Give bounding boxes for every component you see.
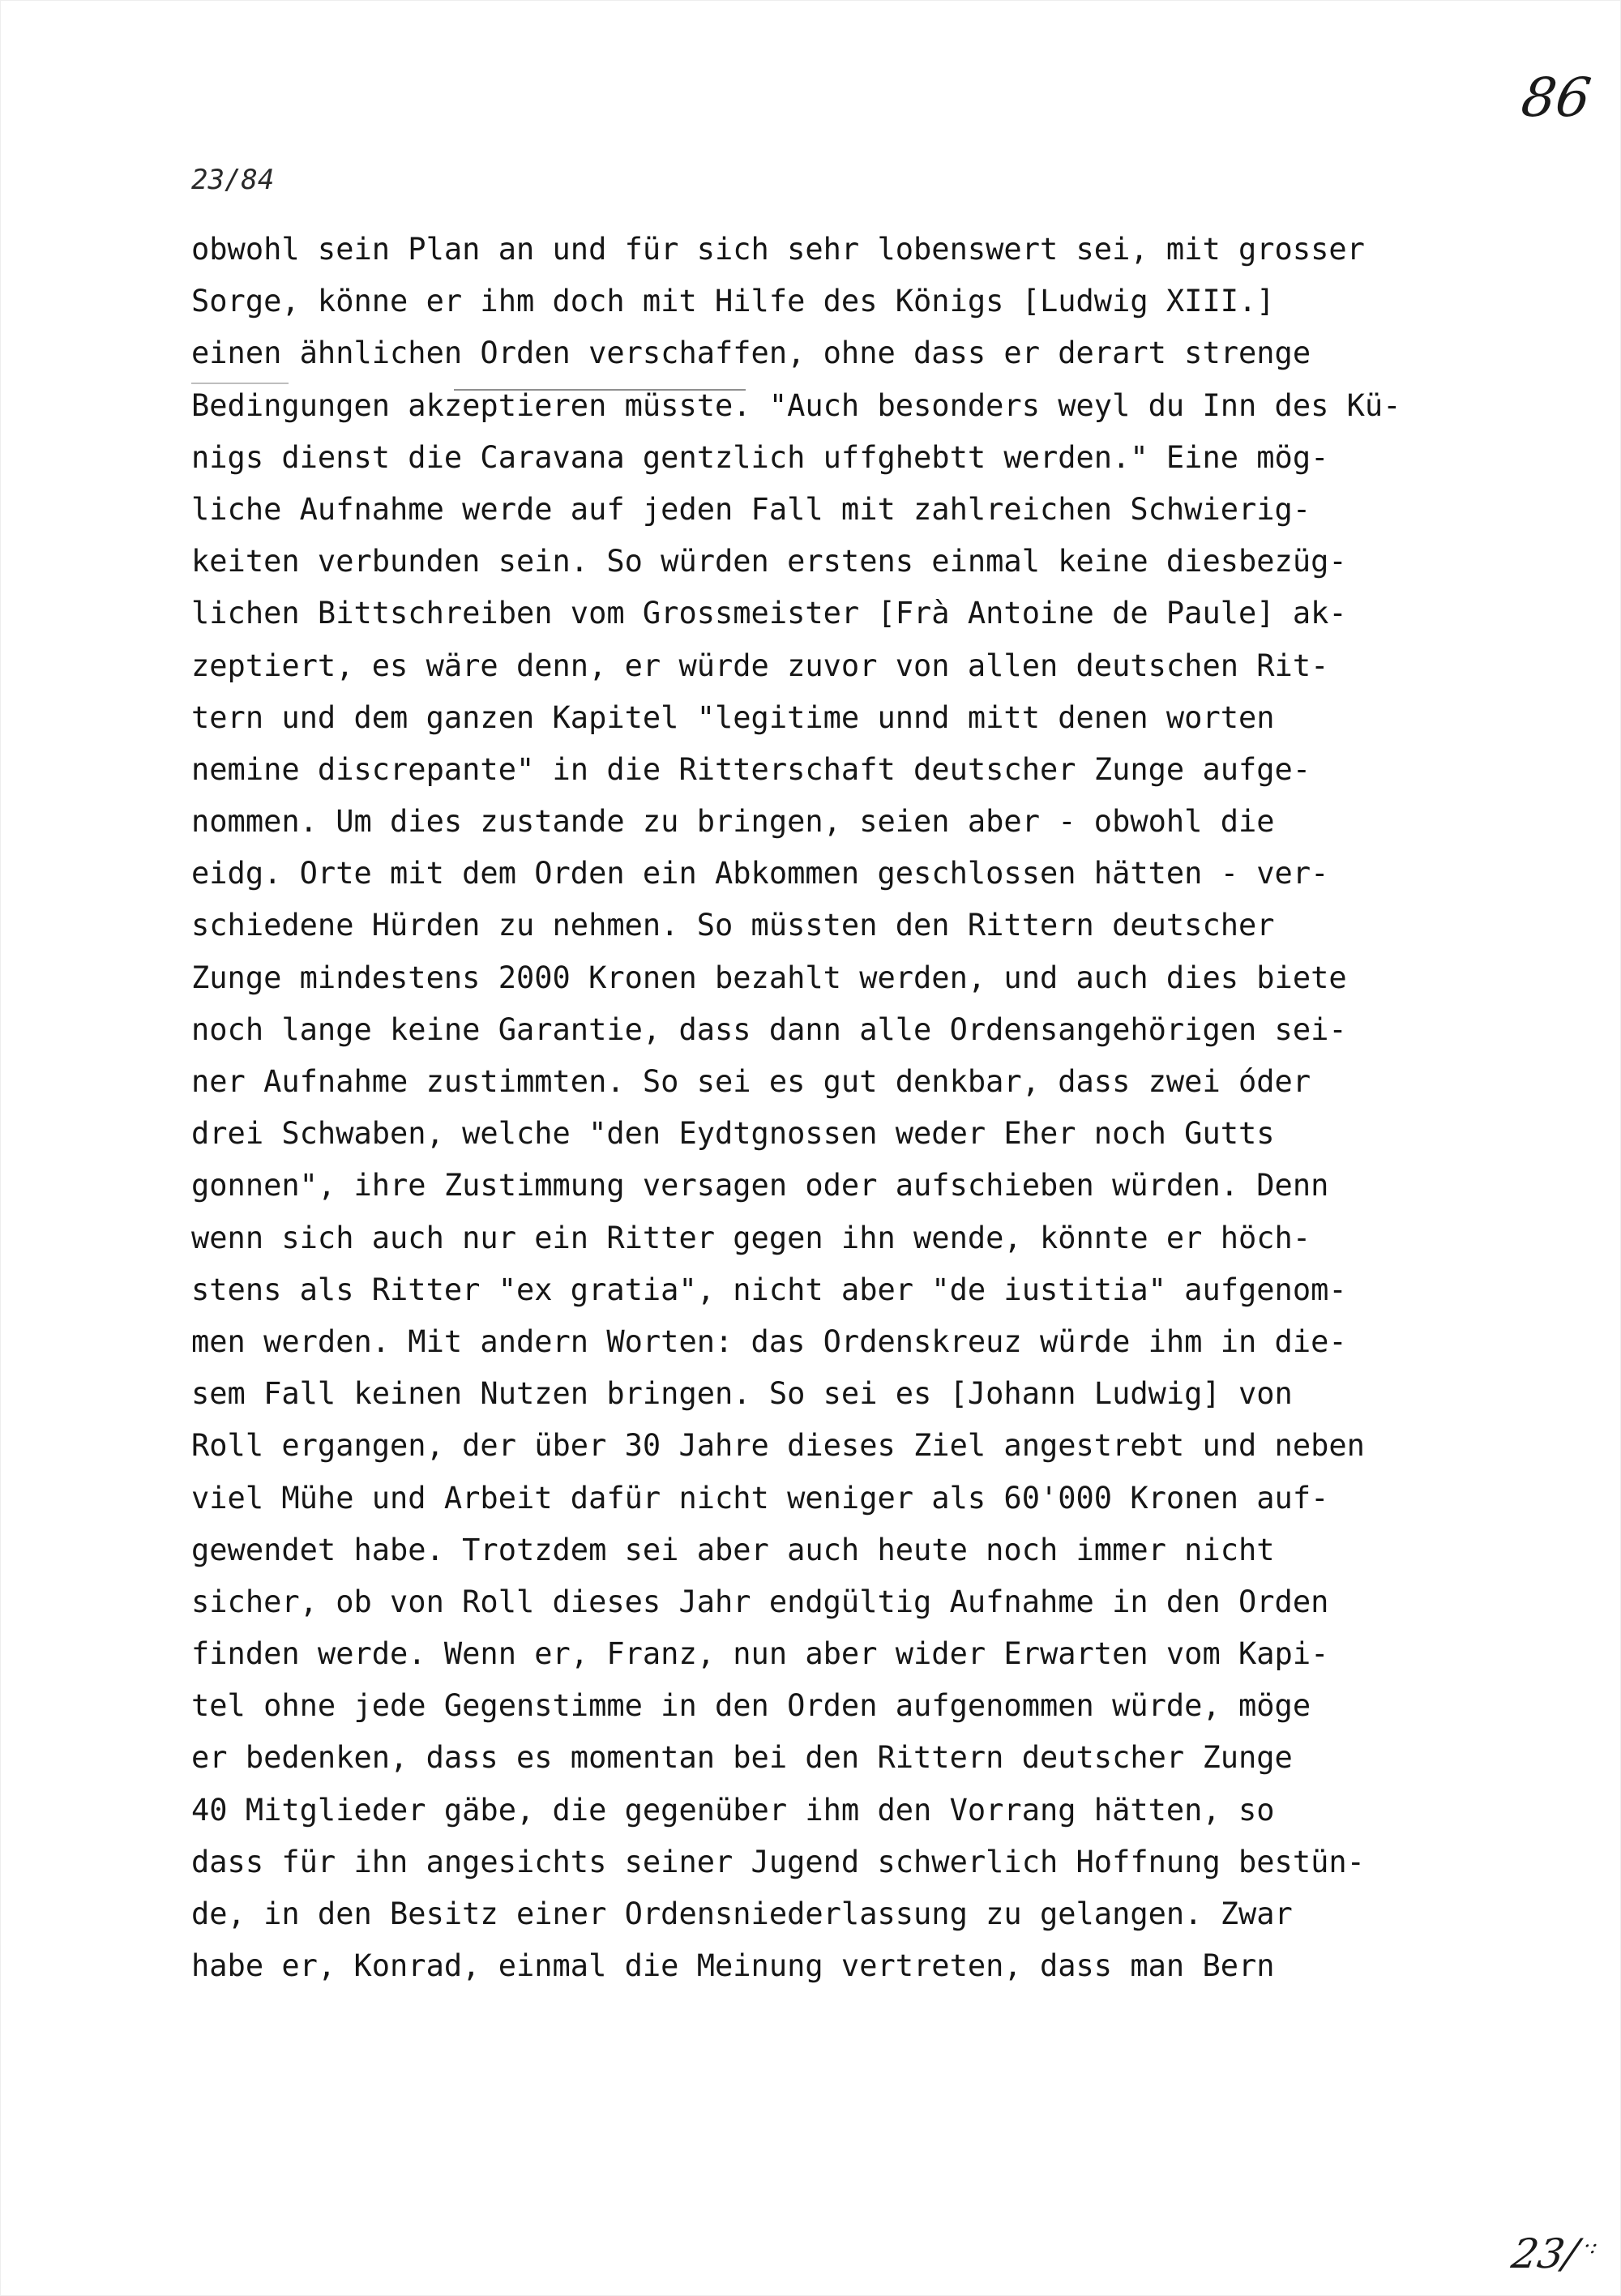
text-line: gewendet habe. Trotzdem sei aber auch heute noch immer nicht [191, 1532, 1275, 1567]
text-line: schiedene Hürden zu nehmen. So müssten den Rittern deutscher [191, 908, 1275, 943]
text-line: sem Fall keinen Nutzen bringen. So sei es [Johann Ludwig] von [191, 1376, 1293, 1412]
text-line: einen ähnlichen Orden verschaffen, ohne dass er derart strenge [191, 336, 1311, 371]
handwritten-footer-mark [1508, 2230, 1601, 2277]
text-line: noch lange keine Garantie, dass dann alle Ordensangehörigen sei- [191, 1011, 1347, 1047]
text-line: lichen Bittschreiben vom Grossmeister [Frà Antoine de Paule] ak- [191, 596, 1347, 631]
text-line: Sorge, könne er ihm doch mit Hilfe des Königs [Ludwig XIII.] [191, 284, 1275, 319]
text-line: er bedenken, dass es momentan bei den Rittern deutscher Zunge [191, 1740, 1293, 1776]
document-reference: 23/84 [191, 164, 275, 196]
text-line: eidg. Orte mit dem Orden ein Abkommen geschlossen hätten - ver- [191, 856, 1329, 891]
text-line: keiten verbunden sein. So würden erstens einmal keine diesbezüg- [191, 544, 1347, 579]
text-line: gonnen", ihre Zustimmung versagen oder aufschieben würden. Denn [191, 1168, 1329, 1204]
text-line: tern und dem ganzen Kapitel "legitime unnd mitt denen worten [191, 699, 1275, 735]
text-line: drei Schwaben, welche "den Eydtgnossen weder Eher noch Gutts [191, 1116, 1275, 1152]
text-line: stens als Ritter "ex gratia", nicht aber "de iustitia" aufgenom- [191, 1272, 1347, 1307]
footer-dots: ·: [1581, 2234, 1600, 2260]
body-text [191, 224, 1520, 1992]
text-line: tel ohne jede Gegenstimme in den Orden aufgenommen würde, möge [191, 1688, 1311, 1724]
text-line: obwohl sein Plan an und für sich sehr lobenswert sei, mit grosser [191, 232, 1365, 267]
text-line: nigs dienst die Caravana gentzlich uffghebtt werden." Eine mög- [191, 439, 1329, 475]
text-line: habe er, Konrad, einmal die Meinung vertreten, dass man Bern [191, 1948, 1275, 1984]
text-line: finden werde. Wenn er, Franz, nun aber wider Erwarten vom Kapi- [191, 1636, 1329, 1672]
handwritten-page-number: 86 [1517, 66, 1595, 129]
text-line: nommen. Um dies zustande zu bringen, seien aber - obwohl die [191, 804, 1275, 840]
text-line: dass für ihn angesichts seiner Jugend schwerlich Hoffnung bestün- [191, 1844, 1365, 1879]
text-line: Roll ergangen, der über 30 Jahre dieses Ziel angestrebt und neben [191, 1428, 1365, 1464]
text-line: 40 Mitglieder gäbe, die gegenüber ihm den Vorrang hätten, so [191, 1792, 1275, 1828]
text-line: zeptiert, es wäre denn, er würde zuvor von allen deutschen Rit- [191, 648, 1329, 683]
text-line: de, in den Besitz einer Ordensniederlassung zu gelangen. Zwar [191, 1896, 1293, 1931]
text-line: viel Mühe und Arbeit dafür nicht weniger als 60'000 Kronen auf- [191, 1480, 1329, 1516]
text-line: Zunge mindestens 2000 Kronen bezahlt werden, und auch dies biete [191, 960, 1347, 995]
text-line: Bedingungen akzeptieren müsste. "Auch besonders weyl du Inn des Kü- [191, 387, 1401, 423]
footer-mark-text: 23/ [1508, 2230, 1582, 2277]
text-line: wenn sich auch nur ein Ritter gegen ihn wende, könnte er höch- [191, 1220, 1311, 1255]
text-line: nemine discrepante" in die Ritterschaft deutscher Zunge aufge- [191, 751, 1311, 787]
text-line: ner Aufnahme zustimmten. So sei es gut denkbar, dass zwei óder [191, 1064, 1311, 1099]
text-line: men werden. Mit andern Worten: das Ordenskreuz würde ihm in die- [191, 1323, 1347, 1359]
text-line: sicher, ob von Roll dieses Jahr endgültig Aufnahme in den Orden [191, 1584, 1329, 1619]
text-line: liche Aufnahme werde auf jeden Fall mit zahlreichen Schwierig- [191, 491, 1311, 527]
